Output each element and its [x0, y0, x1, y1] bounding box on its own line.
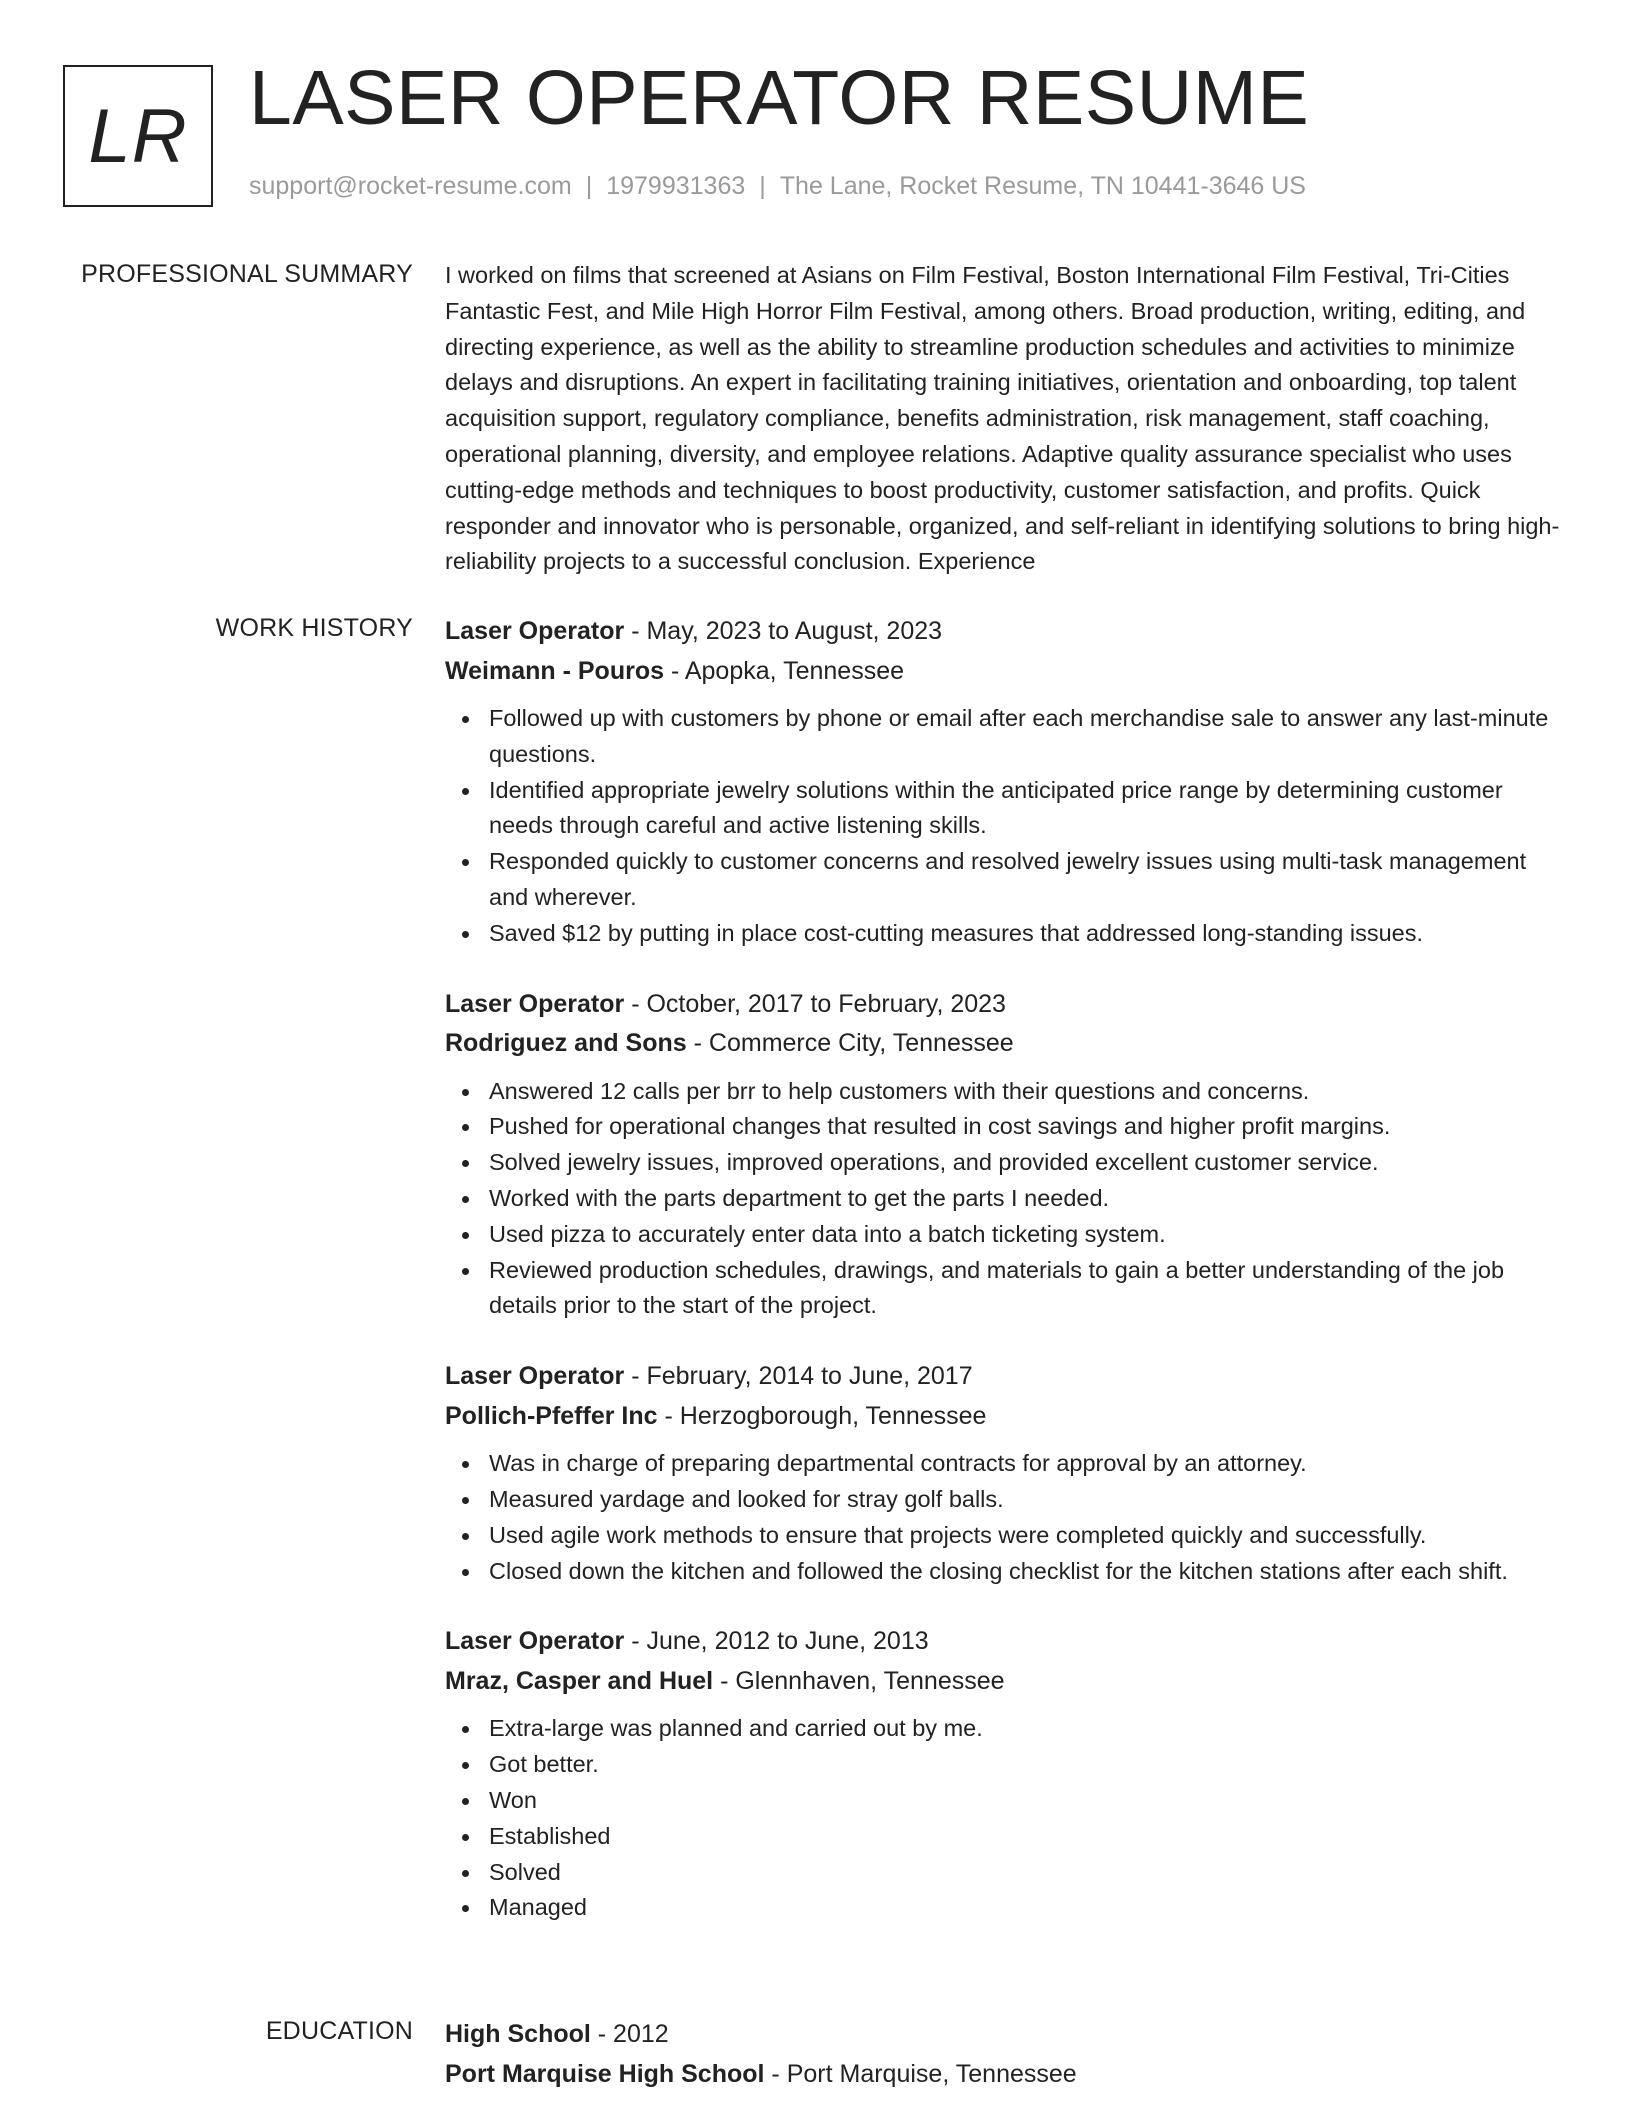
contact-email: support@rocket-resume.com	[249, 172, 572, 200]
contact-separator: |	[759, 172, 766, 200]
job-company: Rodriguez and Sons	[445, 1029, 687, 1058]
education-degree: High School	[445, 2020, 591, 2048]
job-bullet: Won	[489, 1783, 1560, 1819]
contact-phone: 1979931363	[606, 172, 746, 200]
job-bullet: Pushed for operational changes that resulted in cost savings and higher profit margins.	[489, 1109, 1560, 1145]
job-bullets	[445, 1711, 1560, 1926]
work-history-body	[445, 612, 1560, 1959]
job-location: - Commerce City, Tennessee	[686, 1029, 1014, 1058]
education-school-line	[445, 2055, 1560, 2095]
contact-line	[249, 172, 1306, 201]
job-entry	[445, 1357, 1560, 1589]
job-bullets	[445, 1074, 1560, 1325]
job-company: Mraz, Casper and Huel	[445, 1666, 714, 1695]
education-year: - 2012	[590, 2020, 669, 2048]
section-label-education: EDUCATION	[265, 2017, 413, 2045]
job-title-line	[445, 1357, 1560, 1397]
job-bullet: Extra-large was planned and carried out by me.	[489, 1711, 1560, 1747]
job-bullet: Reviewed production schedules, drawings, and materials to gain a better understanding of the job details prior to the start of the project.	[489, 1253, 1560, 1325]
job-dates: - February, 2014 to June, 2017	[624, 1362, 973, 1391]
job-bullet: Followed up with customers by phone or email after each merchandise sale to answer any last-minute questions.	[489, 701, 1560, 773]
job-company-line	[445, 652, 1560, 692]
job-company: Pollich-Pfeffer Inc	[445, 1401, 658, 1430]
job-bullet: Responded quickly to customer concerns and resolved jewelry issues using multi-task management and wherever.	[489, 844, 1560, 916]
monogram-logo	[63, 65, 213, 207]
job-company-line	[445, 1397, 1560, 1437]
job-company: Weimann - Pouros	[445, 656, 665, 685]
job-location: - Apopka, Tennessee	[664, 656, 905, 685]
contact-separator: |	[585, 172, 593, 200]
job-title-line	[445, 985, 1560, 1025]
job-bullet: Was in charge of preparing departmental contracts for approval by an attorney.	[489, 1446, 1560, 1482]
job-location: - Glennhaven, Tennessee	[713, 1666, 1005, 1695]
job-company-line	[445, 1662, 1560, 1702]
section-label-work-history: WORK HISTORY	[215, 614, 413, 642]
job-dates: - June, 2012 to June, 2013	[624, 1627, 929, 1656]
job-company-line	[445, 1024, 1560, 1064]
monogram-text: LR	[88, 93, 188, 179]
section-label-summary: PROFESSIONAL SUMMARY	[81, 260, 413, 288]
job-bullet: Solved jewelry issues, improved operations, and provided excellent customer service.	[489, 1145, 1560, 1181]
education-body	[445, 2015, 1560, 2094]
job-bullet: Measured yardage and looked for stray golf balls.	[489, 1482, 1560, 1518]
job-bullets	[445, 701, 1560, 952]
job-bullet: Answered 12 calls per brr to help customers with their questions and concerns.	[489, 1074, 1560, 1110]
job-entry	[445, 612, 1560, 952]
job-entry	[445, 1622, 1560, 1926]
job-entry	[445, 985, 1560, 1325]
education-school: Port Marquise High School	[445, 2059, 765, 2088]
job-title-line	[445, 1622, 1560, 1662]
job-bullet: Managed	[489, 1890, 1560, 1926]
resume-title: LASER OPERATOR RESUME	[249, 55, 1310, 141]
job-bullet: Closed down the kitchen and followed the closing checklist for the kitchen stations after each shift.	[489, 1554, 1560, 1590]
job-dates: - October, 2017 to February, 2023	[624, 989, 1006, 1018]
job-title: Laser Operator	[445, 617, 625, 645]
job-location: - Herzogborough, Tennessee	[657, 1401, 987, 1430]
job-dates: - May, 2023 to August, 2023	[624, 617, 943, 645]
job-bullet: Worked with the parts department to get the parts I needed.	[489, 1181, 1560, 1217]
job-title: Laser Operator	[445, 1362, 625, 1391]
job-bullet: Saved $12 by putting in place cost-cutting measures that addressed long-standing issues.	[489, 916, 1560, 952]
job-bullets	[445, 1446, 1560, 1589]
job-bullet: Solved	[489, 1855, 1560, 1891]
summary-body	[445, 258, 1560, 580]
job-bullet: Used agile work methods to ensure that projects were completed quickly and successfully.	[489, 1518, 1560, 1554]
job-title: Laser Operator	[445, 989, 625, 1018]
job-bullet: Established	[489, 1819, 1560, 1855]
job-title-line	[445, 612, 1560, 652]
summary-text: I worked on films that screened at Asians on Film Festival, Boston International Film Festival, Tri-Cities Fantastic Fest, and Mile High Horror Film Festival, among others. Broad production, writing, editing, and directing experience, as well as the ability to streamline production schedules and activities to minimize delays and disruptions. An expert in facilitating training initiatives, orientation and onboarding, top talent acquisition support, regulatory compliance, benefits administration, risk management, staff coaching, operational planning, diversity, and employee relations. Adaptive quality assurance specialist who uses cutting-edge methods and techniques to boost productivity, customer satisfaction, and profits. Quick responder and innovator who is personable, organized, and self-reliant in identifying solutions to bring high-reliability projects to a successful conclusion. Experience	[445, 262, 1560, 575]
education-degree-line	[445, 2015, 1560, 2055]
job-title: Laser Operator	[445, 1627, 625, 1656]
education-location: - Port Marquise, Tennessee	[764, 2059, 1077, 2088]
job-bullet: Identified appropriate jewelry solutions within the anticipated price range by determining customer needs through careful and active listening skills.	[489, 773, 1560, 845]
contact-address: The Lane, Rocket Resume, TN 10441-3646 US	[779, 172, 1306, 200]
job-bullet: Used pizza to accurately enter data into a batch ticketing system.	[489, 1217, 1560, 1253]
job-bullet: Got better.	[489, 1747, 1560, 1783]
